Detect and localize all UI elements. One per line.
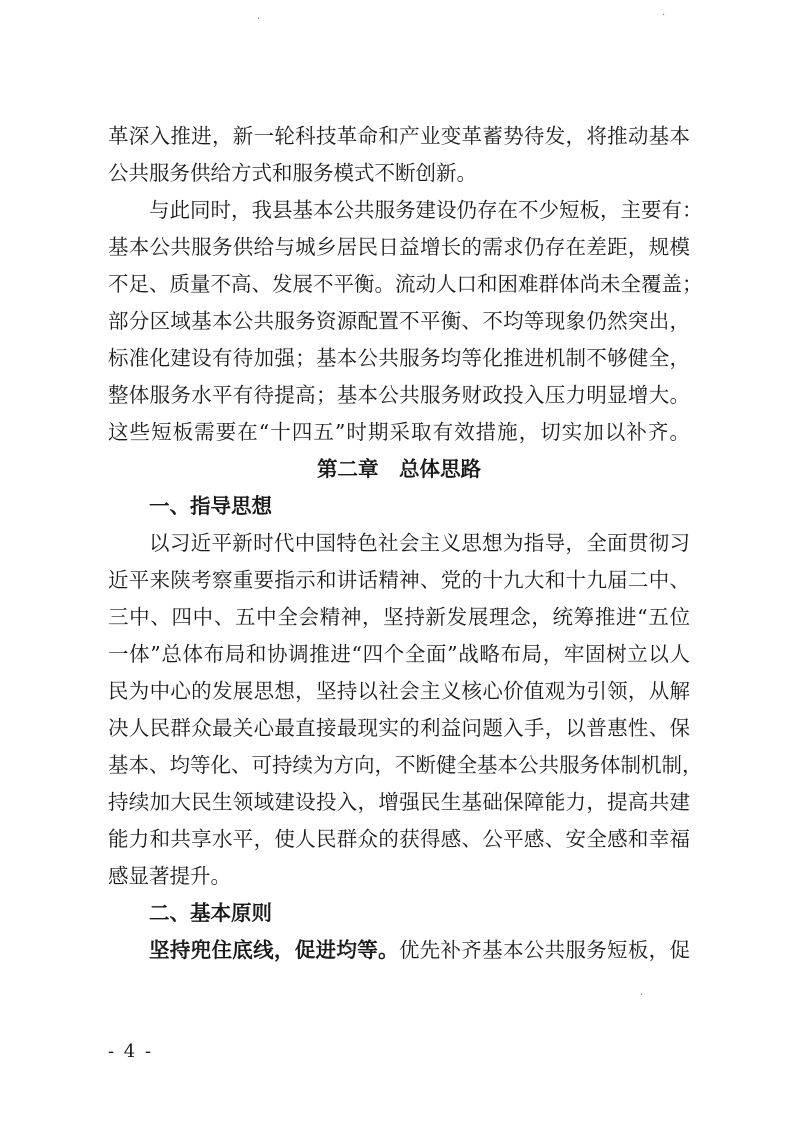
principle-text: 优先补齐基本公共服务短板，促 <box>398 938 691 962</box>
text-line: 感显著提升。 <box>108 864 231 888</box>
text-line: 以习近平新时代中国特色社会主义思想为指导，全面贯彻习 <box>149 531 690 555</box>
text-line: 持续加大民生领域建设投入，增强民生基础保障能力，提高共建 <box>108 790 690 814</box>
text-line: 一体”总体布局和协调推进“四个全面”战略布局，牢固树立以人 <box>108 642 690 666</box>
text-line: 部分区域基本公共服务资源配置不平衡、不均等现象仍然突出， <box>108 309 690 333</box>
text-line: 整体服务水平有待提高；基本公共服务财政投入压力明显增大。 <box>108 383 690 407</box>
text-line <box>108 932 690 969</box>
text-line: 三中、四中、五中全会精神，坚持新发展理念，统筹推进“五位 <box>108 605 690 629</box>
page-number: - 4 - <box>108 1041 154 1062</box>
text-line: 能力和共享水平，使人民群众的获得感、公平感、安全感和幸福 <box>108 827 690 851</box>
text-line: 这些短板需要在“十四五”时期采取有效措施，切实加以补齐。 <box>108 420 690 444</box>
scan-speck: · <box>662 10 666 21</box>
text-line: 标准化建设有待加强；基本公共服务均等化推进机制不够健全， <box>108 346 690 370</box>
text-line: 革深入推进，新一轮科技革命和产业变革蓄势待发，将推动基本 <box>108 124 690 148</box>
chapter-title: 第二章 总体思路 <box>317 457 481 481</box>
text-line: 决人民群众最关心最直接最现实的利益问题入手，以普惠性、保 <box>108 716 690 740</box>
text-line: 与此同时，我县基本公共服务建设仍存在不少短板，主要有： <box>149 198 703 222</box>
scan-speck: · <box>257 14 261 25</box>
text-line: 近平来陕考察重要指示和讲话精神、党的十九大和十九届二中、 <box>108 568 690 592</box>
text-line: 公共服务供给方式和服务模式不断创新。 <box>108 161 477 185</box>
scan-speck: · <box>640 990 644 1001</box>
text-line: 基本公共服务供给与城乡居民日益增长的需求仍存在差距，规模 <box>108 235 690 259</box>
text-line: 不足、质量不高、发展不平衡。流动人口和困难群体尚未全覆盖； <box>108 272 703 296</box>
text-line: 基本、均等化、可持续为方向，不断健全基本公共服务体制机制， <box>108 753 703 777</box>
body-text <box>108 118 703 969</box>
section-heading: 二、基本原则 <box>149 901 272 925</box>
principle-title: 坚持兜住底线，促进均等。 <box>149 938 399 962</box>
text-line: 民为中心的发展思想，坚持以社会主义核心价值观为引领，从解 <box>108 679 690 703</box>
section-heading: 一、指导思想 <box>149 494 272 518</box>
